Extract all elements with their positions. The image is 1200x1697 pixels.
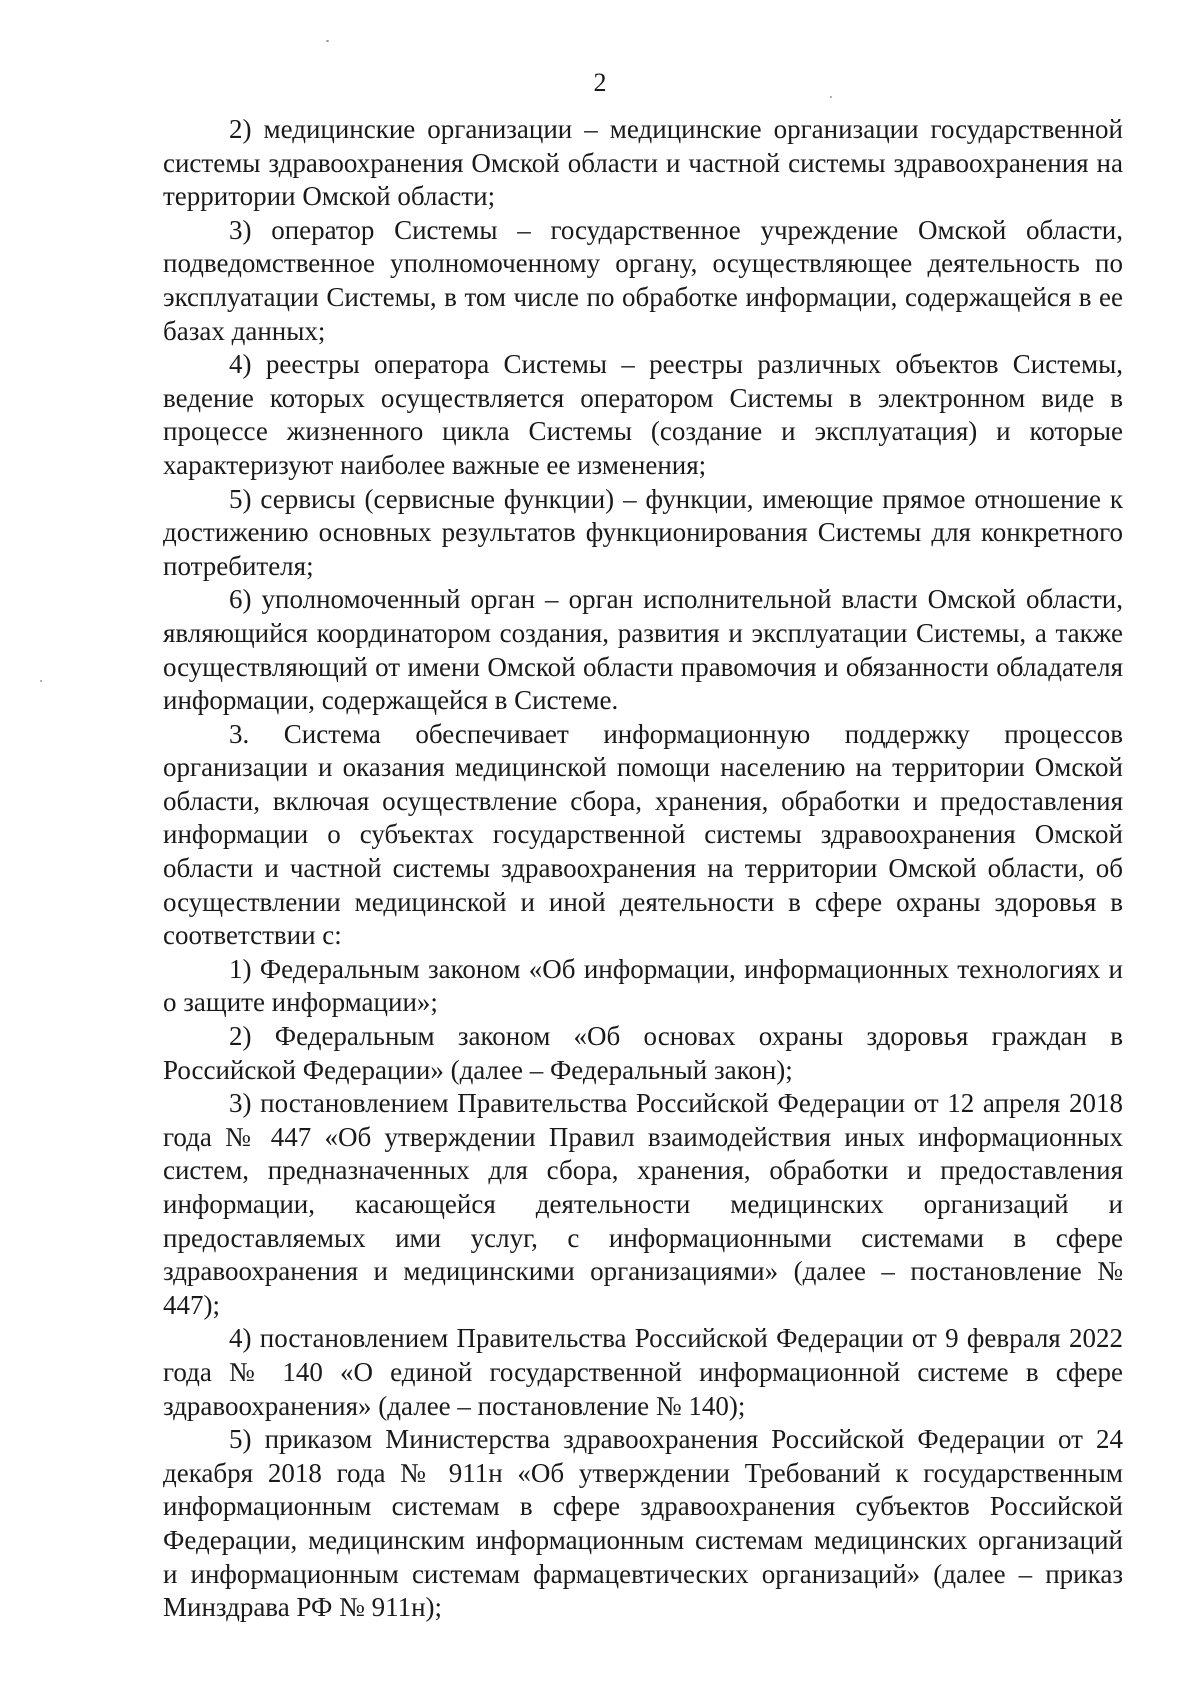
paragraph-resolution-140: 4) постановлением Правительства Российской Федерации от 9 февраля 2022 года № 140 «О единой государственной информационной системе в сфере здравоохранения» (далее – постановление № 140); [163, 1323, 1123, 1421]
paragraph-definition-authorized-body: 6) уполномоченный орган – орган исполнительной власти Омской области, являющийся координатором создания, развития и эксплуатации Системы, а также осуществляющий от имени Омской области правомочия и обязанности обладателя информации, содержащейся в Системе. [163, 584, 1123, 716]
paragraph-law-information: 1) Федеральным законом «Об информации, информационных технологиях и о защите информации»; [163, 953, 1123, 1018]
paragraph-order-911n: 5) приказом Министерства здравоохранения Российской Федерации от 24 декабря 2018 года № 911н «Об утверждении Требований к государственным информационным системам в сфере здравоохранения субъектов Российской Федерации, медицинским информационным системам медицинских организаций и информационным системам фармацевтических организаций» (далее – приказ Минздрава РФ № 911н); [163, 1424, 1123, 1623]
paragraph-definition-operator-registries: 4) реестры оператора Системы – реестры различных объектов Системы, ведение которых осуществляется оператором Системы в электронном виде в процессе жизненного цикла Системы (создание и эксплуатация) и которые характеризуют наиболее важные ее изменения; [163, 349, 1123, 480]
document-body [163, 113, 1123, 1625]
scan-speck [40, 680, 42, 682]
paragraph-law-health-protection: 2) Федеральным законом «Об основах охраны здоровья граждан в Российской Федерации» (далее – Федеральный закон); [163, 1021, 1123, 1085]
paragraph-definition-system-operator: 3) оператор Системы – государственное учреждение Омской области, подведомственное уполномоченному органу, осуществляющее деятельность по эксплуатации Системы, в том числе по обработке информации, содержащейся в ее базах данных; [163, 214, 1123, 346]
paragraph-definition-medical-organizations: 2) медицинские организации – медицинские организации государственной системы здравоохранения Омской области и частной системы здравоохранения на территории Омской области; [163, 114, 1123, 212]
scan-speck [326, 40, 329, 42]
paragraph-resolution-447: 3) постановлением Правительства Российской Федерации от 12 апреля 2018 года № 447 «Об утверждении Правил взаимодействия иных информационных систем, предназначенных для сбора, хранения, обработки и предоставления информации, касающейся деятельности медицинских организаций и предоставляемых ими услуг, с информационными системами в сфере здравоохранения и медицинскими организациями» (далее – постановление № 447); [163, 1088, 1123, 1320]
paragraph-section-3: 3. Система обеспечивает информационную поддержку процессов организации и оказания медицинской помощи населению на территории Омской области, включая осуществление сбора, хранения, обработки и предоставления информации о субъектах государственной системы здравоохранения Омской области и частной системы здравоохранения на территории Омской области, об осуществлении медицинской и иной деятельности в сфере охраны здоровья в соответствии с: [163, 718, 1123, 951]
paragraph-definition-services: 5) сервисы (сервисные функции) – функции, имеющие прямое отношение к достижению основных результатов функционирования Системы для конкретного потребителя; [163, 483, 1123, 581]
page-number: 2 [593, 68, 607, 97]
